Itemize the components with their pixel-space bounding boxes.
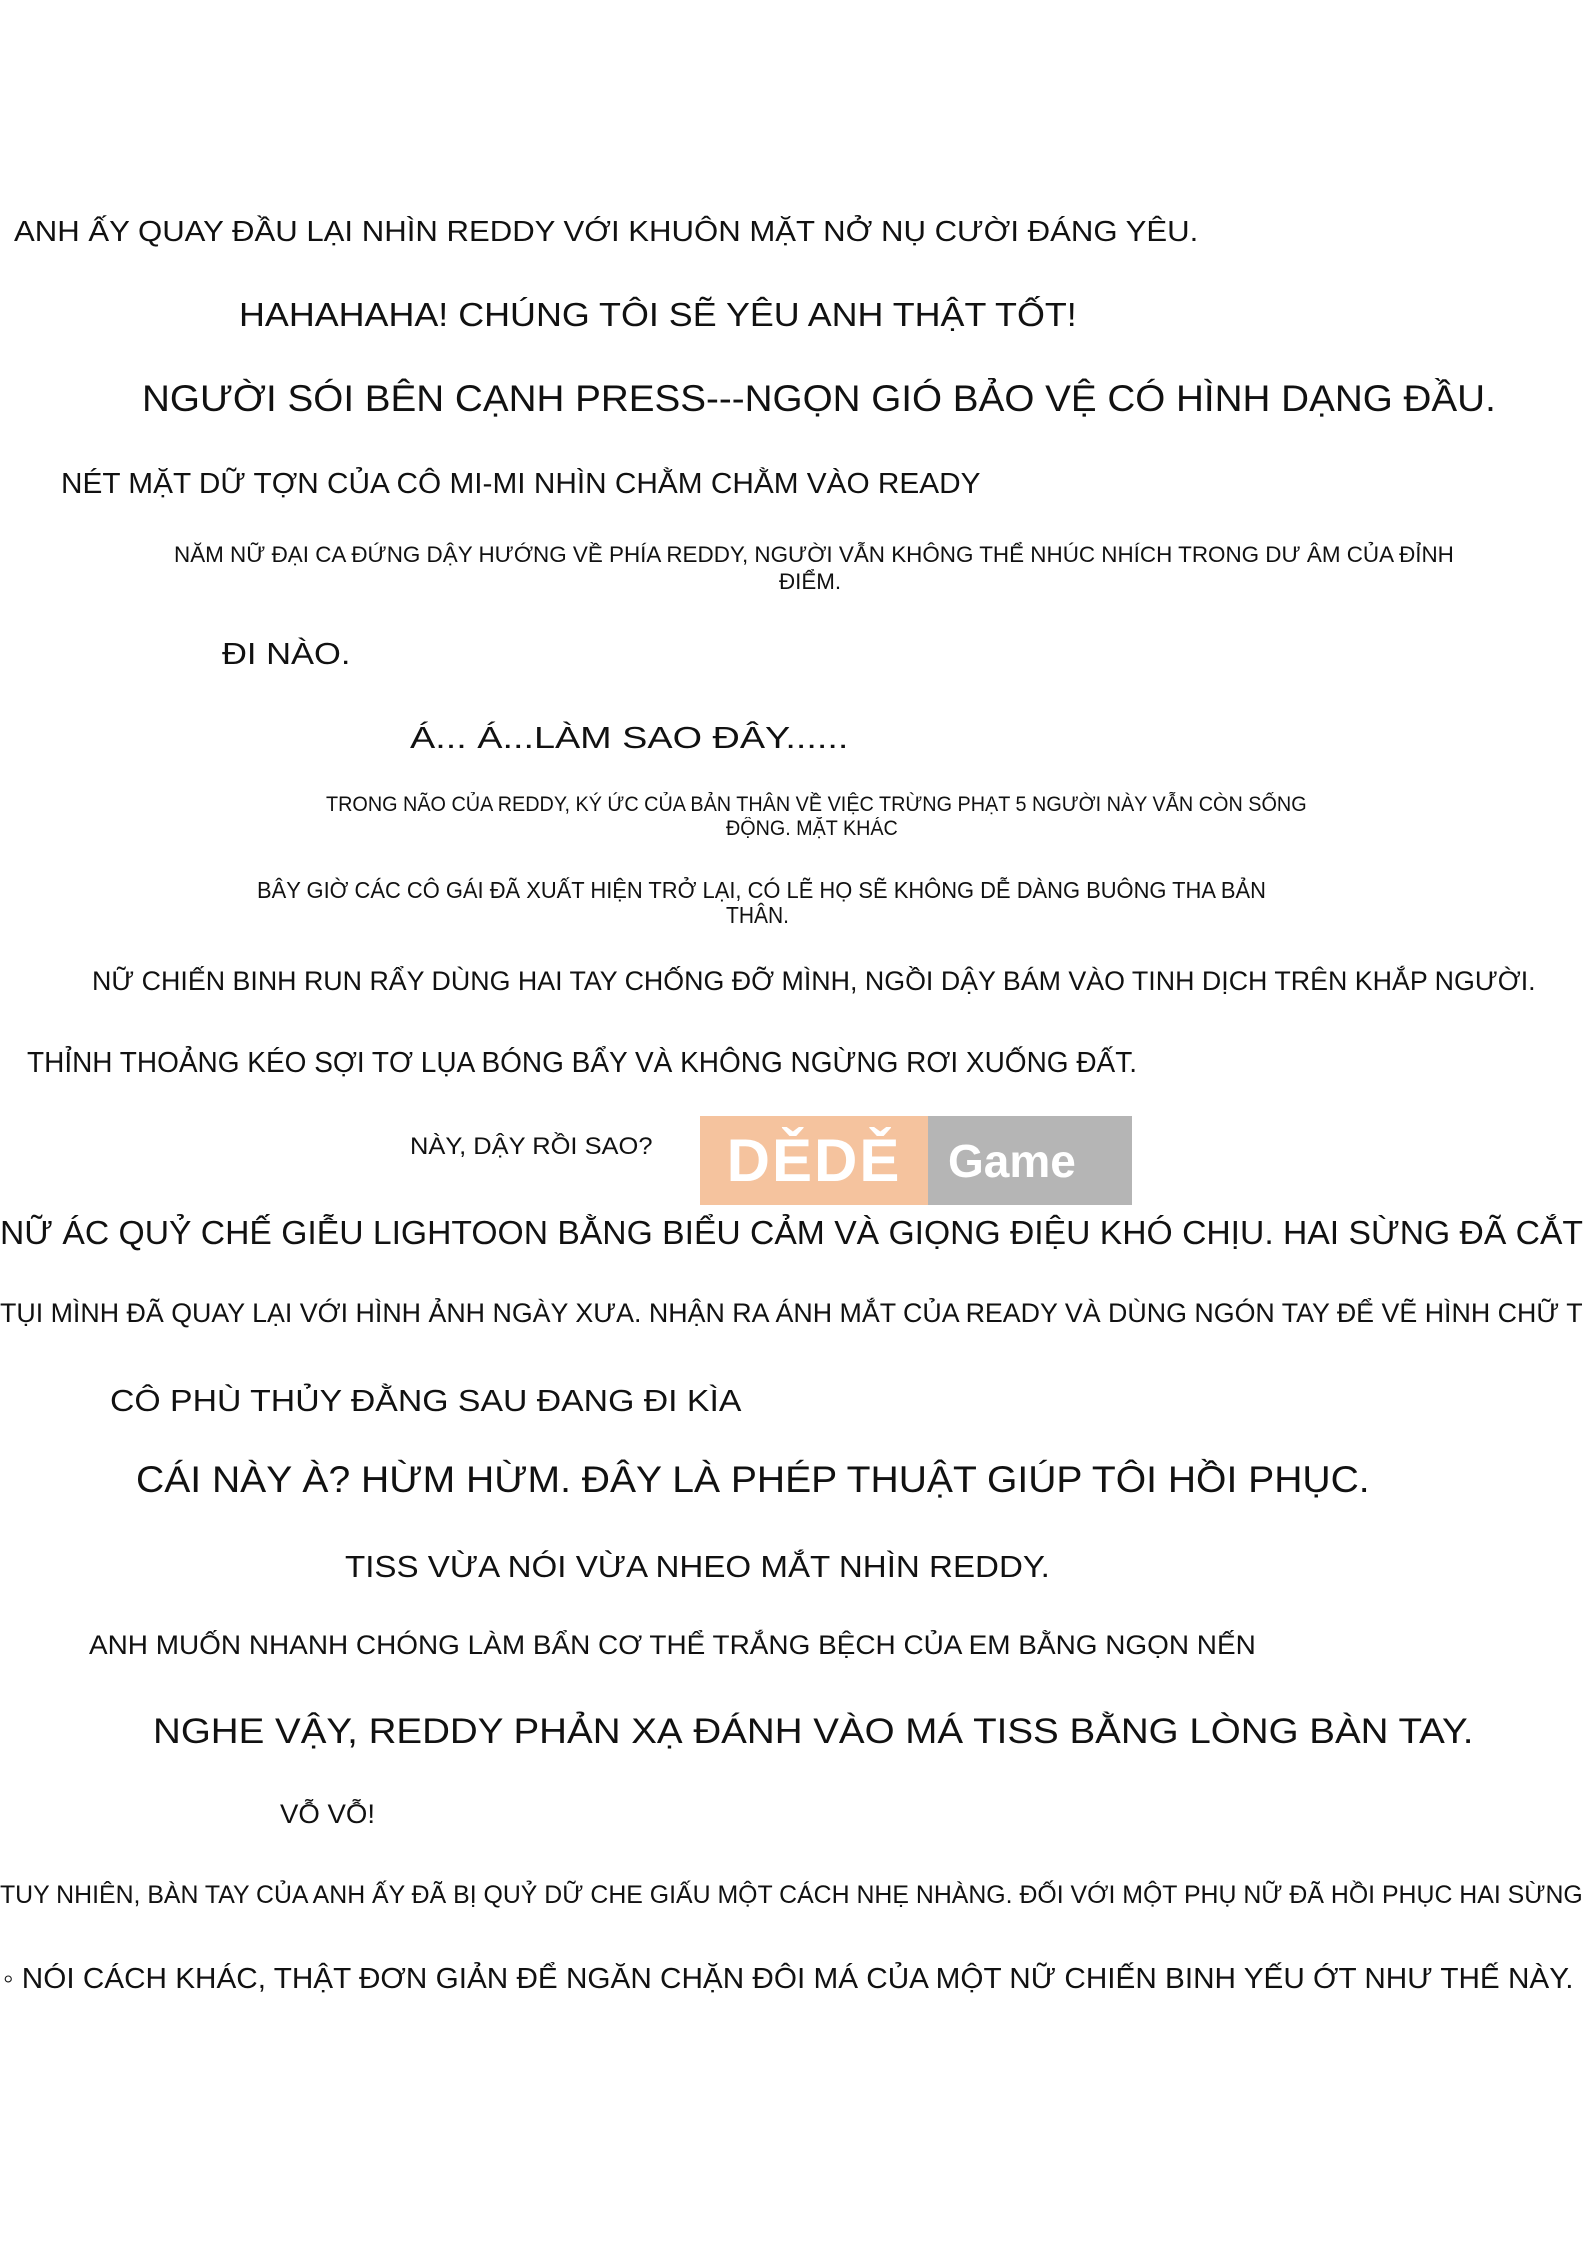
watermark-right: Game [928,1116,1132,1205]
text-line: ĐỘNG. MẶT KHÁC [726,817,898,840]
text-line: TUY NHIÊN, BÀN TAY CỦA ANH ẤY ĐÃ BỊ QUỶ DỮ CHE GIẤU MỘT CÁCH NHẸ NHÀNG. ĐỐI VỚI MỘT PHỤ NỮ ĐÃ HỒI PHỤC HAI SỪNG [0,1881,1583,1909]
text-line: THÂN. [726,902,789,928]
text-line: ANH ẤY QUAY ĐẦU LẠI NHÌN REDDY VỚI KHUÔN MẶT NỞ NỤ CƯỜI ĐÁNG YÊU. [14,216,1199,248]
text-line: ĐI NÀO. [222,636,351,671]
watermark-left: DĚDĚ [700,1116,928,1205]
text-line: TISS VỪA NÓI VỪA NHEO MẮT NHÌN REDDY. [345,1549,1050,1584]
text-line: ANH MUỐN NHANH CHÓNG LÀM BẨN CƠ THỂ TRẮNG BỆCH CỦA EM BẰNG NGỌN NẾN [89,1630,1256,1660]
text-line: Á... Á...LÀM SAO ĐÂY...... [410,720,849,755]
text-line: NÀY, DẬY RỒI SAO? [410,1133,653,1160]
text-line: CÔ PHÙ THỦY ĐẰNG SAU ĐANG ĐI KÌA [110,1383,742,1418]
text-line: ◦ NÓI CÁCH KHÁC, THẬT ĐƠN GIẢN ĐỂ NGĂN CHẶN ĐÔI MÁ CỦA MỘT NỮ CHIẾN BINH YẾU ỚT NHƯ THẾ NÀY. [3,1963,1574,1995]
text-line: NỮ ÁC QUỶ CHẾ GIỄU LIGHTOON BẰNG BIỂU CẢM VÀ GIỌNG ĐIỆU KHÓ CHỊU. HAI SỪNG ĐÃ CẮT [0,1214,1583,1251]
text-line: NÉT MẶT DỮ TỢN CỦA CÔ MI-MI NHÌN CHẰM CHẰM VÀO READY [61,468,981,500]
text-line: NGHE VẬY, REDDY PHẢN XẠ ĐÁNH VÀO MÁ TISS BẰNG LÒNG BÀN TAY. [153,1712,1474,1751]
text-line: VỖ VỖ! [280,1799,376,1829]
text-line: HAHAHAHA! CHÚNG TÔI SẼ YÊU ANH THẬT TỐT! [239,296,1077,333]
text-line: TỤI MÌNH ĐÃ QUAY LẠI VỚI HÌNH ẢNH NGÀY XƯA. NHẬN RA ÁNH MẮT CỦA READY VÀ DÙNG NGÓN TAY ĐỂ VẼ HÌNH CHỮ T [0,1298,1583,1328]
text-line: ĐIỂM. [779,569,842,594]
text-line: CÁI NÀY À? HỪM HỪM. ĐÂY LÀ PHÉP THUẬT GIÚP TÔI HỒI PHỤC. [136,1459,1370,1500]
text-line: BÂY GIỜ CÁC CÔ GÁI ĐÃ XUẤT HIỆN TRỞ LẠI, CÓ LẼ HỌ SẼ KHÔNG DỄ DÀNG BUÔNG THA BẢN [257,877,1266,903]
text-line: TRONG NÃO CỦA REDDY, KÝ ỨC CỦA BẢN THÂN VỀ VIỆC TRỪNG PHẠT 5 NGƯỜI NÀY VẪN CÒN SỐNG [326,793,1307,816]
text-line: THỈNH THOẢNG KÉO SỢI TƠ LỤA BÓNG BẨY VÀ KHÔNG NGỪNG RƠI XUỐNG ĐẤT. [27,1047,1138,1079]
text-line: NỮ CHIẾN BINH RUN RẨY DÙNG HAI TAY CHỐNG ĐỠ MÌNH, NGỒI DẬY BÁM VÀO TINH DỊCH TRÊN KHẮP NGƯỜI. [92,966,1536,996]
watermark-logo [700,1116,1132,1205]
text-line: NĂM NỮ ĐẠI CA ĐỨNG DẬY HƯỚNG VỀ PHÍA REDDY, NGƯỜI VẪN KHÔNG THỂ NHÚC NHÍCH TRONG DƯ ÂM CỦA ĐỈNH [174,542,1454,567]
text-line: NGƯỜI SÓI BÊN CẠNH PRESS---NGỌN GIÓ BẢO VỆ CÓ HÌNH DẠNG ĐẦU. [142,378,1496,419]
